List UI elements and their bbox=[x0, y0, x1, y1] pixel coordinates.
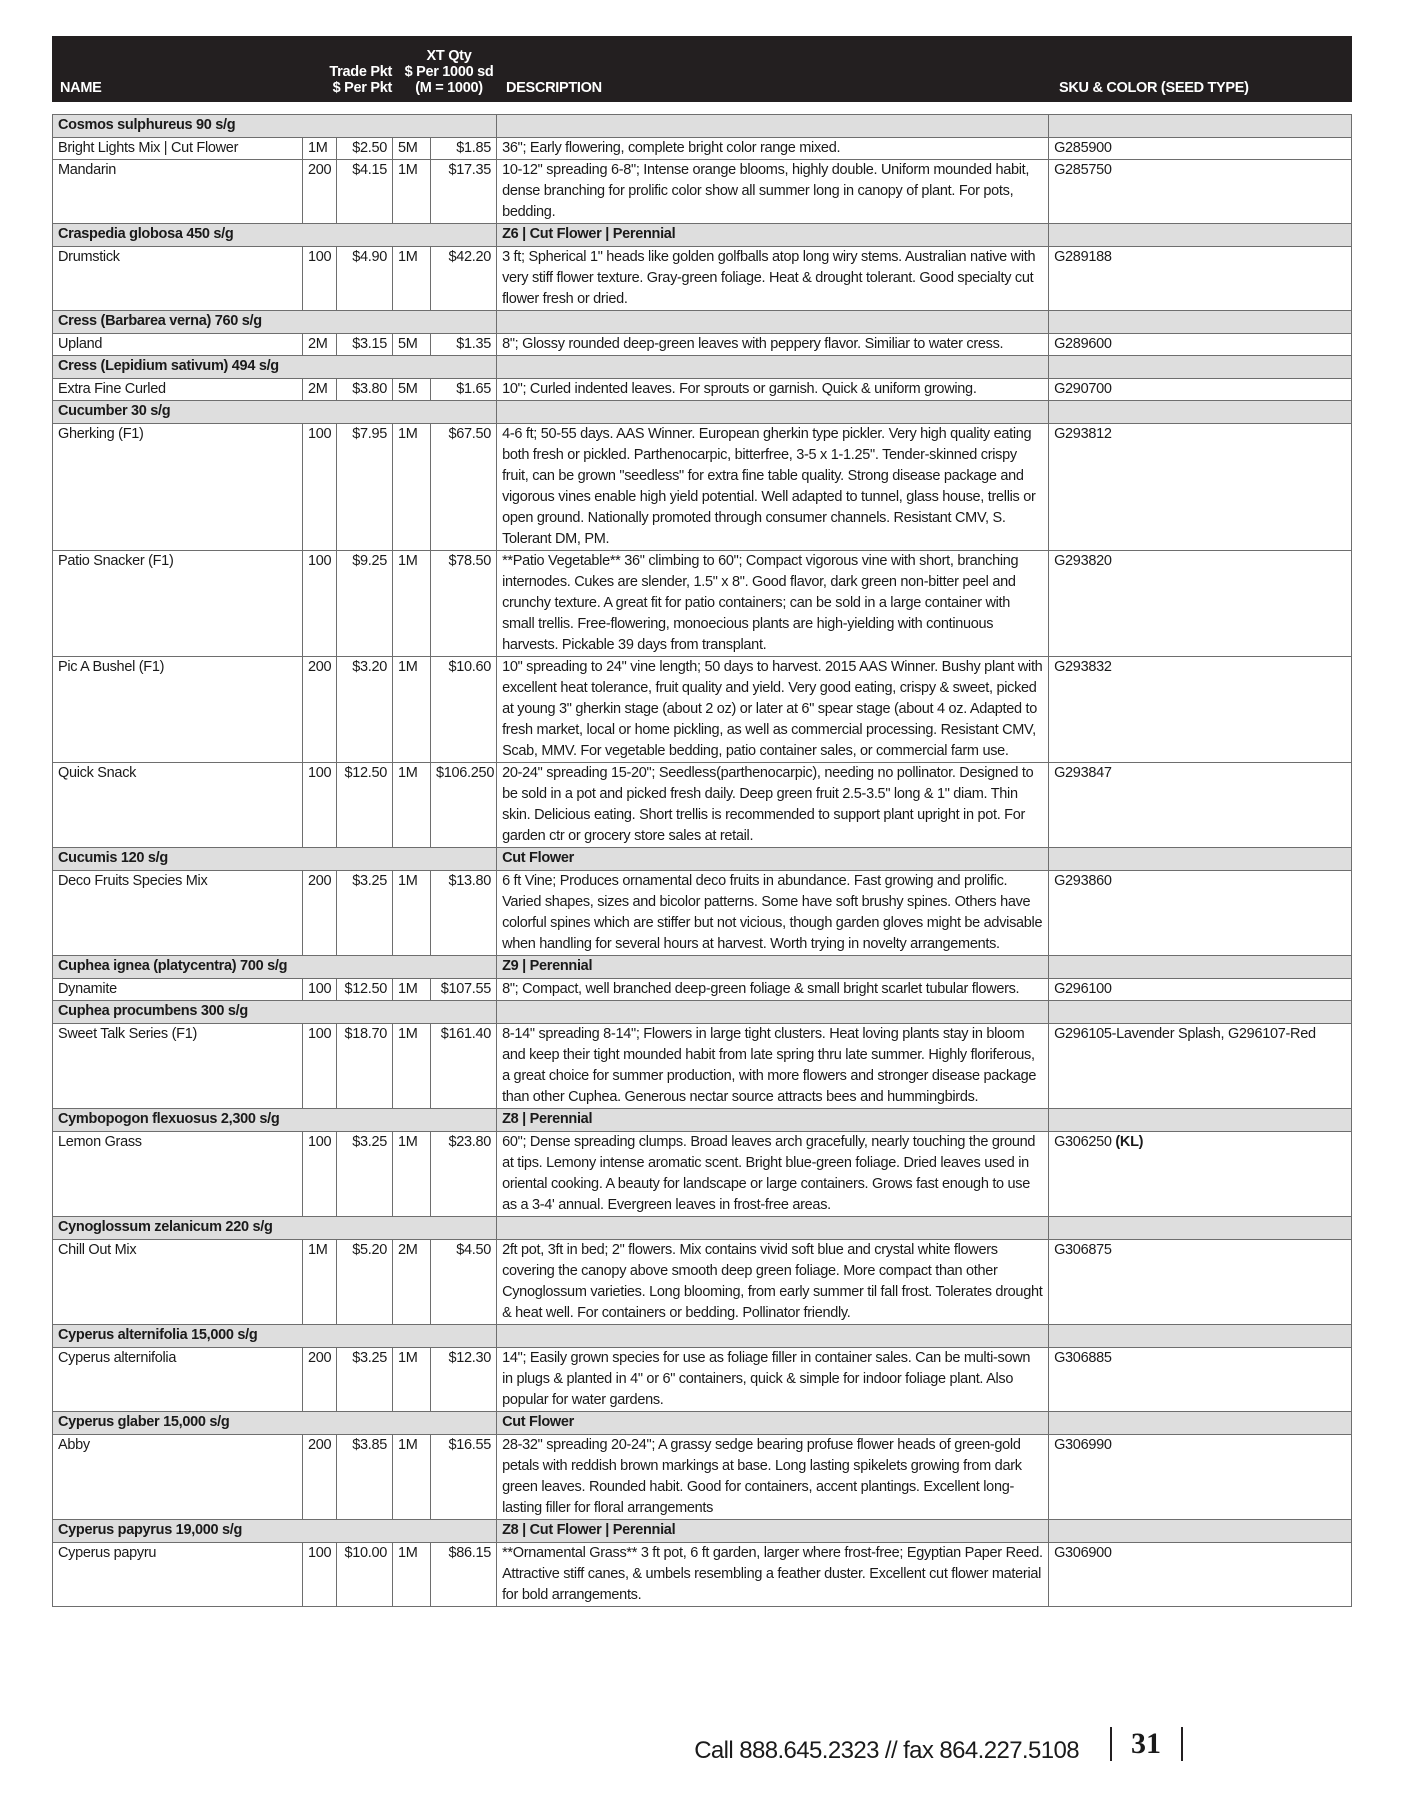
sku-code: G296105-Lavender Splash, G296107-Red bbox=[1054, 1026, 1316, 1042]
variety-row bbox=[53, 1348, 1352, 1412]
xt-price: $12.30 bbox=[431, 1348, 497, 1412]
species-name: Cress (Barbarea verna) 760 s/g bbox=[53, 311, 497, 334]
species-sku-cell bbox=[1049, 356, 1352, 379]
variety-row bbox=[53, 551, 1352, 657]
species-sku-cell bbox=[1049, 311, 1352, 334]
footer-divider bbox=[1110, 1727, 1112, 1761]
variety-description: 10"; Curled indented leaves. For sprouts or garnish. Quick & uniform growing. bbox=[497, 379, 1049, 401]
sku-code: G293820 bbox=[1054, 553, 1112, 569]
xt-qty: 1M bbox=[393, 424, 431, 551]
variety-description: 28-32" spreading 20-24"; A grassy sedge bearing profuse flower heads of green-gold petals with reddish brown markings at base. Long lasting spikelets growing from dark green leaves. Rounded habit. Good for containers, accent plantings. Excellent long-lasting filler for floral arrangements bbox=[497, 1435, 1049, 1520]
variety-name: Upland bbox=[53, 334, 303, 356]
xt-qty: 5M bbox=[393, 379, 431, 401]
species-row bbox=[53, 1217, 1352, 1240]
variety-row bbox=[53, 871, 1352, 956]
species-name: Cucumber 30 s/g bbox=[53, 401, 497, 424]
variety-description: 2ft pot, 3ft in bed; 2" flowers. Mix contains vivid soft blue and crystal white flowers covering the canopy above smooth deep green foliage. More compact than other Cynoglossum varieties. Long blooming, from early summer til fall frost. Tolerates drought & heat well. For containers or bedding. Pollinator friendly. bbox=[497, 1240, 1049, 1325]
seed-type-badge: (KL) bbox=[1115, 1134, 1144, 1150]
xt-price: $16.55 bbox=[431, 1435, 497, 1520]
sku-code: G293832 bbox=[1054, 659, 1112, 675]
header-name: NAME bbox=[60, 80, 102, 96]
xt-qty: 5M bbox=[393, 138, 431, 160]
trade-pkt-qty: 200 bbox=[303, 871, 337, 956]
species-sku-cell bbox=[1049, 401, 1352, 424]
variety-description: **Ornamental Grass** 3 ft pot, 6 ft garden, larger where frost-free; Egyptian Paper Reed. Attractive stiff canes, & umbels resembling a feather duster. Excellent cut flower material for bold arrangements. bbox=[497, 1543, 1049, 1607]
trade-pkt-price: $3.15 bbox=[337, 334, 393, 356]
trade-pkt-price: $3.80 bbox=[337, 379, 393, 401]
species-name: Cynoglossum zelanicum 220 s/g bbox=[53, 1217, 497, 1240]
species-sku-cell bbox=[1049, 224, 1352, 247]
variety-row bbox=[53, 424, 1352, 551]
trade-pkt-qty: 100 bbox=[303, 1024, 337, 1109]
variety-name: Pic A Bushel (F1) bbox=[53, 657, 303, 763]
header-trade-pkt-line2: $ Per Pkt bbox=[332, 80, 392, 96]
header-xt-line3: (M = 1000) bbox=[415, 80, 483, 96]
xt-price: $17.35 bbox=[431, 160, 497, 224]
xt-price: $23.80 bbox=[431, 1132, 497, 1217]
species-tag: Cut Flower bbox=[497, 848, 1049, 871]
variety-name: Quick Snack bbox=[53, 763, 303, 848]
species-tag bbox=[497, 115, 1049, 138]
variety-description: 60"; Dense spreading clumps. Broad leaves arch gracefully, nearly touching the ground at tips. Lemony intense aromatic scent. Bright blue-green foliage. Dried leaves used in oriental cooking. A beauty for landscape or large containers. Grows fast enough to use as a 3-4' annual. Evergreen leaves in frost-free areas. bbox=[497, 1132, 1049, 1217]
contact-line: Call 888.645.2323 // fax 864.227.5108 bbox=[694, 1737, 1079, 1764]
species-name: Cymbopogon flexuosus 2,300 s/g bbox=[53, 1109, 497, 1132]
variety-description: 20-24" spreading 15-20"; Seedless(parthenocarpic), needing no pollinator. Designed to be sold in a pot and picked fresh daily. Deep green fruit 2.5-3.5" long & 1" diam. Thin skin. Delicious eating. Short trellis is recommended to support plant upright in pot. For garden ctr or grocery store sales at retail. bbox=[497, 763, 1049, 848]
variety-sku bbox=[1049, 1348, 1352, 1412]
variety-name: Lemon Grass bbox=[53, 1132, 303, 1217]
species-row bbox=[53, 1325, 1352, 1348]
species-tag: Z8 | Cut Flower | Perennial bbox=[497, 1520, 1049, 1543]
species-row bbox=[53, 356, 1352, 379]
page-footer bbox=[0, 1723, 1407, 1783]
species-tag bbox=[497, 401, 1049, 424]
variety-row bbox=[53, 763, 1352, 848]
variety-name: Chill Out Mix bbox=[53, 1240, 303, 1325]
catalog-sheet bbox=[52, 36, 1352, 1607]
trade-pkt-qty: 100 bbox=[303, 1132, 337, 1217]
species-row bbox=[53, 224, 1352, 247]
variety-name: Abby bbox=[53, 1435, 303, 1520]
variety-row bbox=[53, 379, 1352, 401]
sku-code: G289188 bbox=[1054, 249, 1112, 265]
variety-description: 8"; Compact, well branched deep-green foliage & small bright scarlet tubular flowers. bbox=[497, 979, 1049, 1001]
variety-name: Drumstick bbox=[53, 247, 303, 311]
trade-pkt-qty: 100 bbox=[303, 763, 337, 848]
page-number: 31 bbox=[1131, 1727, 1161, 1760]
variety-sku bbox=[1049, 424, 1352, 551]
variety-row bbox=[53, 1435, 1352, 1520]
trade-pkt-qty: 100 bbox=[303, 551, 337, 657]
species-sku-cell bbox=[1049, 848, 1352, 871]
variety-name: Deco Fruits Species Mix bbox=[53, 871, 303, 956]
variety-name: Cyperus papyru bbox=[53, 1543, 303, 1607]
variety-sku bbox=[1049, 1435, 1352, 1520]
header-xt-qty bbox=[399, 48, 499, 96]
xt-price: $13.80 bbox=[431, 871, 497, 956]
xt-qty: 1M bbox=[393, 1132, 431, 1217]
variety-name: Cyperus alternifolia bbox=[53, 1348, 303, 1412]
footer-divider-right bbox=[1181, 1727, 1183, 1761]
variety-name: Mandarin bbox=[53, 160, 303, 224]
header-trade-pkt bbox=[300, 64, 392, 96]
trade-pkt-qty: 200 bbox=[303, 160, 337, 224]
variety-sku bbox=[1049, 1543, 1352, 1607]
variety-sku bbox=[1049, 160, 1352, 224]
species-tag bbox=[497, 1001, 1049, 1024]
trade-pkt-price: $3.20 bbox=[337, 657, 393, 763]
variety-sku bbox=[1049, 1132, 1352, 1217]
trade-pkt-price: $3.85 bbox=[337, 1435, 393, 1520]
species-name: Craspedia globosa 450 s/g bbox=[53, 224, 497, 247]
xt-qty: 1M bbox=[393, 1024, 431, 1109]
xt-price: $107.55 bbox=[431, 979, 497, 1001]
trade-pkt-price: $3.25 bbox=[337, 1132, 393, 1217]
xt-price: $86.15 bbox=[431, 1543, 497, 1607]
sku-code: G293847 bbox=[1054, 765, 1112, 781]
variety-row bbox=[53, 657, 1352, 763]
header-xt-line1: XT Qty bbox=[426, 48, 472, 64]
species-tag bbox=[497, 356, 1049, 379]
species-sku-cell bbox=[1049, 1325, 1352, 1348]
sku-code: G293860 bbox=[1054, 873, 1112, 889]
species-tag: Z8 | Perennial bbox=[497, 1109, 1049, 1132]
catalog-body bbox=[53, 115, 1352, 1607]
variety-sku bbox=[1049, 138, 1352, 160]
species-name: Cuphea ignea (platycentra) 700 s/g bbox=[53, 956, 497, 979]
variety-description: 10" spreading to 24" vine length; 50 days to harvest. 2015 AAS Winner. Bushy plant with excellent heat tolerance, fruit quality and yield. Very good eating, crispy & sweet, picked at young 3" gherkin stage (about 2 oz) or later at 6" spear stage (about 4 oz. Adapted to fresh market, local or home pickling, as well as commercial processing. Resistant CMV, Scab, MMV. For vegetable bedding, patio container sales, or commercial farm use. bbox=[497, 657, 1049, 763]
species-name: Cyperus papyrus 19,000 s/g bbox=[53, 1520, 497, 1543]
variety-description: 3 ft; Spherical 1" heads like golden golfballs atop long wiry stems. Australian native with very stiff flower texture. Gray-green foliage. Heat & drought tolerant. Good specialty cut flower fresh or dried. bbox=[497, 247, 1049, 311]
trade-pkt-qty: 200 bbox=[303, 1435, 337, 1520]
header-trade-pkt-line1: Trade Pkt bbox=[329, 64, 392, 80]
species-tag: Cut Flower bbox=[497, 1412, 1049, 1435]
trade-pkt-price: $5.20 bbox=[337, 1240, 393, 1325]
species-name: Cyperus alternifolia 15,000 s/g bbox=[53, 1325, 497, 1348]
seed-catalog-table bbox=[52, 114, 1352, 1607]
variety-sku bbox=[1049, 979, 1352, 1001]
trade-pkt-price: $4.15 bbox=[337, 160, 393, 224]
species-tag bbox=[497, 1217, 1049, 1240]
xt-price: $1.65 bbox=[431, 379, 497, 401]
variety-sku bbox=[1049, 379, 1352, 401]
sku-code: G285900 bbox=[1054, 140, 1112, 156]
trade-pkt-qty: 100 bbox=[303, 1543, 337, 1607]
species-tag bbox=[497, 1325, 1049, 1348]
species-tag: Z6 | Cut Flower | Perennial bbox=[497, 224, 1049, 247]
variety-row bbox=[53, 1240, 1352, 1325]
species-row bbox=[53, 1109, 1352, 1132]
variety-sku bbox=[1049, 247, 1352, 311]
species-row bbox=[53, 1412, 1352, 1435]
variety-name: Gherking (F1) bbox=[53, 424, 303, 551]
species-row bbox=[53, 311, 1352, 334]
variety-sku bbox=[1049, 871, 1352, 956]
xt-qty: 1M bbox=[393, 871, 431, 956]
sku-code: G289600 bbox=[1054, 336, 1112, 352]
variety-sku bbox=[1049, 551, 1352, 657]
trade-pkt-qty: 1M bbox=[303, 1240, 337, 1325]
xt-qty: 1M bbox=[393, 160, 431, 224]
header-sku: SKU & COLOR (SEED TYPE) bbox=[1059, 80, 1249, 96]
xt-qty: 1M bbox=[393, 1348, 431, 1412]
trade-pkt-price: $7.95 bbox=[337, 424, 393, 551]
variety-description: 8-14" spreading 8-14"; Flowers in large tight clusters. Heat loving plants stay in bloom and keep their tight mounded habit from late spring thru late summer. Highly floriferous, a great choice for summer production, with more flowers and stronger disease package than other Cuphea. Generous nectar source attracts bees and hummingbirds. bbox=[497, 1024, 1049, 1109]
species-sku-cell bbox=[1049, 1412, 1352, 1435]
species-sku-cell bbox=[1049, 115, 1352, 138]
trade-pkt-price: $12.50 bbox=[337, 979, 393, 1001]
sku-code: G285750 bbox=[1054, 162, 1112, 178]
sku-code: G306885 bbox=[1054, 1350, 1112, 1366]
header-description: DESCRIPTION bbox=[506, 80, 602, 96]
variety-name: Dynamite bbox=[53, 979, 303, 1001]
species-row bbox=[53, 115, 1352, 138]
sku-code: G306900 bbox=[1054, 1545, 1112, 1561]
xt-price: $78.50 bbox=[431, 551, 497, 657]
sku-code: G306875 bbox=[1054, 1242, 1112, 1258]
species-sku-cell bbox=[1049, 1520, 1352, 1543]
species-tag: Z9 | Perennial bbox=[497, 956, 1049, 979]
trade-pkt-qty: 2M bbox=[303, 334, 337, 356]
xt-price: $4.50 bbox=[431, 1240, 497, 1325]
variety-sku bbox=[1049, 763, 1352, 848]
trade-pkt-price: $12.50 bbox=[337, 763, 393, 848]
variety-name: Patio Snacker (F1) bbox=[53, 551, 303, 657]
variety-row bbox=[53, 979, 1352, 1001]
variety-row bbox=[53, 160, 1352, 224]
sku-code: G306250 bbox=[1054, 1134, 1112, 1150]
species-name: Cosmos sulphureus 90 s/g bbox=[53, 115, 497, 138]
variety-row bbox=[53, 334, 1352, 356]
sku-code: G290700 bbox=[1054, 381, 1112, 397]
species-sku-cell bbox=[1049, 956, 1352, 979]
xt-price: $10.60 bbox=[431, 657, 497, 763]
species-name: Cyperus glaber 15,000 s/g bbox=[53, 1412, 497, 1435]
trade-pkt-price: $9.25 bbox=[337, 551, 393, 657]
variety-sku bbox=[1049, 334, 1352, 356]
trade-pkt-price: $4.90 bbox=[337, 247, 393, 311]
xt-qty: 1M bbox=[393, 1543, 431, 1607]
trade-pkt-qty: 1M bbox=[303, 138, 337, 160]
species-row bbox=[53, 401, 1352, 424]
trade-pkt-price: $10.00 bbox=[337, 1543, 393, 1607]
xt-qty: 1M bbox=[393, 551, 431, 657]
species-row bbox=[53, 1520, 1352, 1543]
variety-description: 6 ft Vine; Produces ornamental deco fruits in abundance. Fast growing and prolific. Varied shapes, sizes and bicolor patterns. Some have soft brushy spines. Others have colorful spines which are stiffer but not vicious, though garden gloves might be advisable when handling for several hours at harvest. Worth trying in novelty arrangements. bbox=[497, 871, 1049, 956]
variety-row bbox=[53, 247, 1352, 311]
species-row bbox=[53, 848, 1352, 871]
xt-qty: 1M bbox=[393, 657, 431, 763]
species-sku-cell bbox=[1049, 1109, 1352, 1132]
variety-row bbox=[53, 1024, 1352, 1109]
species-row bbox=[53, 1001, 1352, 1024]
trade-pkt-qty: 100 bbox=[303, 424, 337, 551]
species-tag bbox=[497, 311, 1049, 334]
species-sku-cell bbox=[1049, 1217, 1352, 1240]
variety-description: 14"; Easily grown species for use as foliage filler in container sales. Can be multi-sown in plugs & planted in 4" or 6" containers, quick & simple for indoor foliage plant. Also popular for water gardens. bbox=[497, 1348, 1049, 1412]
variety-sku bbox=[1049, 657, 1352, 763]
trade-pkt-qty: 100 bbox=[303, 247, 337, 311]
sku-code: G293812 bbox=[1054, 426, 1112, 442]
variety-description: 36"; Early flowering, complete bright color range mixed. bbox=[497, 138, 1049, 160]
sku-code: G296100 bbox=[1054, 981, 1112, 997]
xt-price: $161.40 bbox=[431, 1024, 497, 1109]
trade-pkt-qty: 100 bbox=[303, 979, 337, 1001]
variety-sku bbox=[1049, 1024, 1352, 1109]
variety-row bbox=[53, 1132, 1352, 1217]
variety-name: Extra Fine Curled bbox=[53, 379, 303, 401]
table-header bbox=[52, 36, 1352, 102]
xt-qty: 2M bbox=[393, 1240, 431, 1325]
variety-row bbox=[53, 1543, 1352, 1607]
xt-price: $1.85 bbox=[431, 138, 497, 160]
variety-name: Sweet Talk Series (F1) bbox=[53, 1024, 303, 1109]
species-sku-cell bbox=[1049, 1001, 1352, 1024]
species-name: Cucumis 120 s/g bbox=[53, 848, 497, 871]
trade-pkt-price: $18.70 bbox=[337, 1024, 393, 1109]
species-name: Cress (Lepidium sativum) 494 s/g bbox=[53, 356, 497, 379]
xt-price: $106.250 bbox=[431, 763, 497, 848]
species-row bbox=[53, 956, 1352, 979]
variety-description: 10-12" spreading 6-8"; Intense orange blooms, highly double. Uniform mounded habit, dense branching for prolific color show all summer long in canopy of plant. For pots, bedding. bbox=[497, 160, 1049, 224]
variety-description: 8"; Glossy rounded deep-green leaves with peppery flavor. Similiar to water cress. bbox=[497, 334, 1049, 356]
xt-qty: 1M bbox=[393, 247, 431, 311]
trade-pkt-qty: 2M bbox=[303, 379, 337, 401]
xt-price: $67.50 bbox=[431, 424, 497, 551]
xt-qty: 1M bbox=[393, 979, 431, 1001]
variety-row bbox=[53, 138, 1352, 160]
variety-description: 4-6 ft; 50-55 days. AAS Winner. European gherkin type pickler. Very high quality eating both fresh or pickled. Parthenocarpic, bitterfree, 3-5 x 1-1.25". Tender-skinned crispy fruit, can be grown "seedless" for extra fine table quality. Strong disease package and vigorous vines enable high yield potential. Well adapted to tunnel, glass house, trellis or open ground. Nationally promoted through consumer channels. Resistant CMV, S. Tolerant DM, PM. bbox=[497, 424, 1049, 551]
trade-pkt-price: $3.25 bbox=[337, 871, 393, 956]
xt-price: $1.35 bbox=[431, 334, 497, 356]
xt-price: $42.20 bbox=[431, 247, 497, 311]
trade-pkt-price: $2.50 bbox=[337, 138, 393, 160]
xt-qty: 1M bbox=[393, 1435, 431, 1520]
variety-name: Bright Lights Mix | Cut Flower bbox=[53, 138, 303, 160]
variety-description: **Patio Vegetable** 36" climbing to 60"; Compact vigorous vine with short, branching internodes. Cukes are slender, 1.5" x 8". Good flavor, dark green non-bitter peel and crunchy texture. A great fit for patio containers; can be sold in a large container with small trellis. Free-flowering, monoecious plants are high-yielding with continuous harvests. Pickable 39 days from transplant. bbox=[497, 551, 1049, 657]
species-name: Cuphea procumbens 300 s/g bbox=[53, 1001, 497, 1024]
sku-code: G306990 bbox=[1054, 1437, 1112, 1453]
xt-qty: 1M bbox=[393, 763, 431, 848]
header-xt-line2: $ Per 1000 sd bbox=[404, 64, 494, 80]
xt-qty: 5M bbox=[393, 334, 431, 356]
trade-pkt-price: $3.25 bbox=[337, 1348, 393, 1412]
variety-sku bbox=[1049, 1240, 1352, 1325]
trade-pkt-qty: 200 bbox=[303, 657, 337, 763]
trade-pkt-qty: 200 bbox=[303, 1348, 337, 1412]
